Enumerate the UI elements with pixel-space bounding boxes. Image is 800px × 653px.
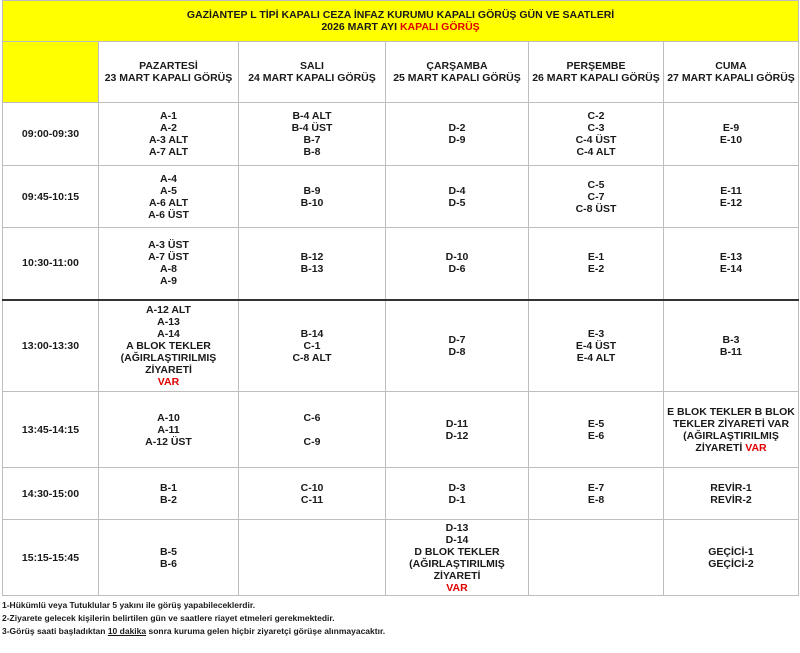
ward-entry: E-10 bbox=[719, 134, 743, 146]
ward-entry: B-14 bbox=[300, 327, 324, 340]
cell-monday bbox=[99, 300, 239, 392]
ward-entry: D-8 bbox=[448, 345, 466, 358]
ward-entry bbox=[666, 442, 796, 454]
ward-entry: E-12 bbox=[719, 196, 743, 209]
ward-entry: C-3 bbox=[587, 122, 605, 134]
ward-entry: C-2 bbox=[587, 110, 605, 122]
ward-entry: B-1 bbox=[160, 481, 177, 494]
cell-tuesday bbox=[239, 103, 386, 166]
day-header-row bbox=[3, 42, 799, 103]
ward-entry: E-8 bbox=[587, 493, 605, 506]
cell-monday bbox=[99, 392, 239, 468]
ward-entry: A-13 bbox=[157, 315, 180, 328]
title-month: 2026 MART AYI bbox=[321, 21, 398, 33]
day-header-thursday bbox=[529, 42, 664, 103]
time-slot: 15:15-15:45 bbox=[3, 520, 99, 596]
ward-entry: (AĞIRLAŞTIRILMIŞ bbox=[683, 429, 779, 442]
time-slot: 14:30-15:00 bbox=[3, 468, 99, 520]
cell-friday bbox=[664, 228, 799, 300]
ward-entry: D-13 bbox=[445, 521, 469, 534]
ward-entry: E-4 ÜST bbox=[575, 339, 617, 352]
ward-entry: C-8 ALT bbox=[292, 351, 332, 364]
ward-entry: C-1 bbox=[303, 339, 321, 352]
note-3-duration: 10 dakika bbox=[107, 626, 147, 636]
day-header-monday bbox=[99, 42, 239, 103]
ward-entry: E-11 bbox=[720, 184, 742, 197]
title-line-1: GAZİANTEP L TİPİ KAPALI CEZA İNFAZ KURUMU KAPALI GÖRÜŞ GÜN VE SAATLERİ bbox=[186, 9, 615, 21]
ward-entry: A-1 bbox=[160, 110, 177, 122]
day-name: PERŞEMBE bbox=[566, 60, 626, 72]
ward-entry: C-4 ALT bbox=[576, 146, 616, 158]
cell-wednesday bbox=[386, 392, 529, 468]
var-highlight: VAR bbox=[446, 581, 468, 594]
day-name: ÇARŞAMBA bbox=[426, 60, 488, 72]
day-name: SALI bbox=[300, 60, 324, 72]
ward-entry: REVİR-2 bbox=[710, 493, 752, 506]
ward-entry: B-13 bbox=[300, 263, 324, 276]
cell-tuesday bbox=[239, 300, 386, 392]
cell-thursday bbox=[529, 520, 664, 596]
ward-entry: REVİR-1 bbox=[710, 481, 752, 494]
cell-thursday bbox=[529, 228, 664, 300]
cell-friday bbox=[664, 468, 799, 520]
ward-entry: D-7 bbox=[448, 333, 466, 346]
title-line-2 bbox=[5, 21, 796, 33]
ward-entry: E-4 ALT bbox=[576, 351, 616, 364]
cell-thursday bbox=[529, 166, 664, 228]
ward-entry-text: ZİYARETİ bbox=[695, 441, 743, 454]
cell-friday bbox=[664, 392, 799, 468]
time-slot: 13:45-14:15 bbox=[3, 392, 99, 468]
ward-entry: B-6 bbox=[160, 557, 177, 570]
ward-entry: C-7 bbox=[587, 190, 605, 203]
cell-tuesday bbox=[239, 468, 386, 520]
ward-entry: A-6 ÜST bbox=[148, 208, 189, 221]
ward-entry: B-4 ALT bbox=[292, 110, 332, 122]
cell-wednesday bbox=[386, 520, 529, 596]
note-3-suffix: sonra kuruma gelen hiçbir ziyaretçi görüşe alınmayacaktır. bbox=[146, 626, 386, 636]
ward-entry: D-3 bbox=[448, 481, 466, 494]
ward-entry: TEKLER ZİYARETİ VAR bbox=[672, 417, 790, 430]
ward-entry: B-7 bbox=[303, 134, 321, 146]
ward-entry: (AĞIRLAŞTIRILMIŞ ZİYARETİ bbox=[409, 557, 505, 582]
day-header-wednesday bbox=[386, 42, 529, 103]
cell-monday bbox=[99, 520, 239, 596]
ward-entry: B-4 ÜST bbox=[291, 122, 333, 134]
cell-friday bbox=[664, 103, 799, 166]
schedule-row-0945 bbox=[3, 166, 799, 228]
cell-wednesday bbox=[386, 228, 529, 300]
ward-entry: E-1 bbox=[587, 251, 605, 264]
ward-entry: C-11 bbox=[300, 493, 324, 506]
ward-entry: (AĞIRLAŞTIRILMIŞ ZİYARETİ bbox=[120, 351, 217, 376]
ward-entry: A-14 bbox=[157, 327, 180, 340]
cell-friday bbox=[664, 300, 799, 392]
ward-entry: B-2 bbox=[160, 493, 177, 506]
ward-entry: C-10 bbox=[300, 481, 324, 494]
ward-entry: C-5 bbox=[587, 178, 605, 191]
cell-thursday bbox=[529, 300, 664, 392]
ward-entry: D-12 bbox=[445, 429, 469, 442]
ward-entry: E-5 bbox=[587, 417, 605, 430]
day-header-friday bbox=[664, 42, 799, 103]
ward-entry: A-5 bbox=[160, 184, 177, 197]
time-column-header bbox=[3, 42, 99, 103]
cell-wednesday bbox=[386, 468, 529, 520]
ward-entry: A-10 bbox=[157, 411, 180, 424]
ward-entry: A-12 ÜST bbox=[145, 435, 192, 448]
ward-entry: A-7 ALT bbox=[148, 146, 189, 158]
ward-entry: A-3 ALT bbox=[148, 134, 189, 146]
cell-tuesday bbox=[239, 520, 386, 596]
ward-entry: D-6 bbox=[448, 263, 466, 276]
ward-entry: D-5 bbox=[448, 196, 466, 209]
time-slot: 10:30-11:00 bbox=[3, 228, 99, 300]
cell-friday bbox=[664, 520, 799, 596]
day-header-tuesday bbox=[239, 42, 386, 103]
day-date: 26 MART KAPALI GÖRÜŞ bbox=[532, 72, 660, 84]
ward-entry: B-10 bbox=[300, 196, 324, 209]
ward-entry: B-3 bbox=[722, 333, 740, 346]
cell-wednesday bbox=[386, 300, 529, 392]
time-slot: 13:00-13:30 bbox=[3, 300, 99, 392]
document-title bbox=[3, 1, 799, 42]
var-highlight: VAR bbox=[745, 441, 767, 454]
ward-entry: E-3 bbox=[587, 327, 605, 340]
ward-entry: E-14 bbox=[719, 263, 743, 276]
cell-wednesday bbox=[386, 166, 529, 228]
day-name: CUMA bbox=[715, 60, 747, 72]
cell-thursday bbox=[529, 392, 664, 468]
cell-monday bbox=[99, 468, 239, 520]
cell-monday bbox=[99, 166, 239, 228]
ward-entry: C-4 ÜST bbox=[575, 134, 617, 146]
ward-entry: GEÇİCİ-2 bbox=[708, 557, 754, 570]
note-3-prefix: 3-Görüş saati başladıktan bbox=[2, 626, 108, 636]
ward-entry: E-6 bbox=[587, 429, 605, 442]
ward-entry: A-3 ÜST bbox=[148, 239, 189, 252]
ward-entry: B-8 bbox=[303, 146, 321, 158]
ward-entry: GEÇİCİ-1 bbox=[708, 545, 754, 558]
schedule-row-1030 bbox=[3, 228, 799, 300]
ward-entry: A BLOK TEKLER bbox=[126, 339, 211, 352]
ward-entry: B-9 bbox=[303, 184, 321, 197]
day-date: 23 MART KAPALI GÖRÜŞ bbox=[104, 72, 233, 84]
time-slot: 09:00-09:30 bbox=[3, 103, 99, 166]
ward-entry: D-1 bbox=[448, 493, 466, 506]
ward-entry: C-8 ÜST bbox=[575, 202, 617, 215]
ward-entry: A-8 bbox=[160, 263, 177, 276]
title-row bbox=[3, 1, 799, 42]
cell-wednesday bbox=[386, 103, 529, 166]
title-highlight: KAPALI GÖRÜŞ bbox=[399, 21, 480, 33]
ward-entry: A-7 ÜST bbox=[148, 251, 189, 264]
cell-monday bbox=[99, 228, 239, 300]
ward-entry: A-12 ALT bbox=[146, 303, 191, 316]
ward-entry: D-14 bbox=[445, 533, 469, 546]
visit-schedule-table bbox=[2, 0, 799, 596]
schedule-row-1430 bbox=[3, 468, 799, 520]
ward-entry: B-11 bbox=[719, 345, 743, 358]
ward-entry: D-9 bbox=[448, 134, 466, 146]
ward-entry: E-2 bbox=[587, 263, 605, 276]
blank-line bbox=[241, 424, 383, 436]
ward-entry: E-7 bbox=[587, 481, 605, 494]
schedule-row-1515 bbox=[3, 520, 799, 596]
ward-entry: A-11 bbox=[157, 423, 180, 436]
cell-thursday bbox=[529, 468, 664, 520]
schedule-row-0900 bbox=[3, 103, 799, 166]
ward-entry: A-9 bbox=[160, 275, 177, 288]
ward-entry: A-4 bbox=[160, 172, 177, 185]
ward-entry: C-9 bbox=[303, 435, 321, 448]
day-date: 27 MART KAPALI GÖRÜŞ bbox=[667, 72, 795, 84]
note-2: 2-Ziyarete gelecek kişilerin belirtilen gün ve saatlere riayet etmeleri gerekmektedir. bbox=[2, 613, 335, 623]
day-name: PAZARTESİ bbox=[139, 60, 198, 72]
schedule-row-1300 bbox=[3, 300, 799, 392]
cell-tuesday bbox=[239, 392, 386, 468]
ward-entry: D-10 bbox=[445, 251, 469, 264]
day-date: 24 MART KAPALI GÖRÜŞ bbox=[248, 72, 376, 84]
notes-section bbox=[2, 599, 385, 638]
ward-entry: B-5 bbox=[160, 545, 177, 558]
ward-entry: A-2 bbox=[160, 122, 177, 134]
ward-entry: E BLOK TEKLER B BLOK bbox=[667, 405, 795, 418]
cell-thursday bbox=[529, 103, 664, 166]
schedule-row-1345 bbox=[3, 392, 799, 468]
ward-entry: E-13 bbox=[719, 251, 743, 264]
note-3 bbox=[2, 625, 385, 638]
ward-entry: C-6 bbox=[303, 411, 321, 424]
day-date: 25 MART KAPALI GÖRÜŞ bbox=[393, 72, 521, 84]
ward-entry: B-12 bbox=[300, 251, 324, 264]
ward-entry: D BLOK TEKLER bbox=[414, 545, 500, 558]
var-highlight: VAR bbox=[157, 375, 180, 388]
ward-entry: D-4 bbox=[448, 184, 466, 197]
ward-entry: D-11 bbox=[445, 417, 469, 430]
note-1: 1-Hükümlü veya Tutuklular 5 yakını ile görüş yapabileceklerdir. bbox=[2, 600, 256, 610]
cell-tuesday bbox=[239, 166, 386, 228]
cell-friday bbox=[664, 166, 799, 228]
cell-monday bbox=[99, 103, 239, 166]
ward-entry: D-2 bbox=[448, 122, 466, 134]
cell-tuesday bbox=[239, 228, 386, 300]
ward-entry: A-6 ALT bbox=[148, 196, 189, 209]
ward-entry: E-9 bbox=[722, 122, 740, 134]
time-slot: 09:45-10:15 bbox=[3, 166, 99, 228]
